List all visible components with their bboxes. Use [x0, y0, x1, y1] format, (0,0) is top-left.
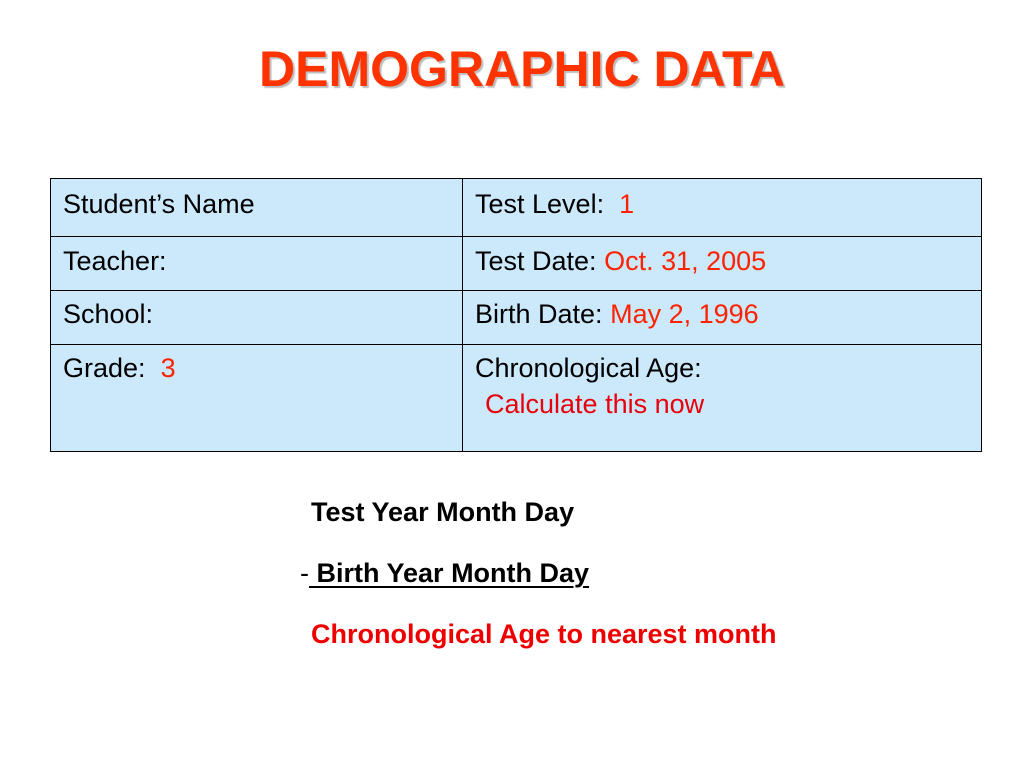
minus-sign: -: [300, 558, 309, 588]
test-date-line: Test Year Month Day: [311, 497, 575, 527]
birth-date-label: Birth Date:: [475, 299, 603, 329]
test-level-value: 1: [619, 189, 635, 219]
chronological-age-cell: [463, 345, 982, 452]
page-title: DEMOGRAPHIC DATA: [259, 41, 785, 97]
birth-date-text: Birth Year Month Day: [309, 558, 590, 588]
grade-value: 3: [160, 353, 176, 383]
test-date-cell: [463, 237, 982, 291]
school-cell: [51, 291, 463, 345]
student-name-label: Student’s Name: [63, 189, 255, 219]
teacher-cell: [51, 237, 463, 291]
chronological-age-label: Chronological Age:: [475, 353, 702, 383]
chronological-age-value: Calculate this now: [485, 389, 705, 419]
table-row: [51, 237, 982, 291]
teacher-label: Teacher:: [63, 246, 167, 276]
test-level-cell: [463, 179, 982, 237]
test-level-label: Test Level:: [475, 189, 605, 219]
grade-label: Grade:: [63, 353, 146, 383]
grade-cell: [51, 345, 463, 452]
result-line: Chronological Age to nearest month: [311, 619, 777, 649]
table-row: [51, 179, 982, 237]
birth-date-value: May 2, 1996: [610, 299, 759, 329]
table-row: [51, 345, 982, 452]
demographic-table: [50, 178, 982, 452]
table-row: [51, 291, 982, 345]
birth-date-line: [300, 558, 589, 589]
test-date-value: Oct. 31, 2005: [604, 246, 767, 276]
student-name-cell: [51, 179, 463, 237]
test-date-label: Test Date:: [475, 246, 597, 276]
birth-date-cell: [463, 291, 982, 345]
school-label: School:: [63, 299, 154, 329]
